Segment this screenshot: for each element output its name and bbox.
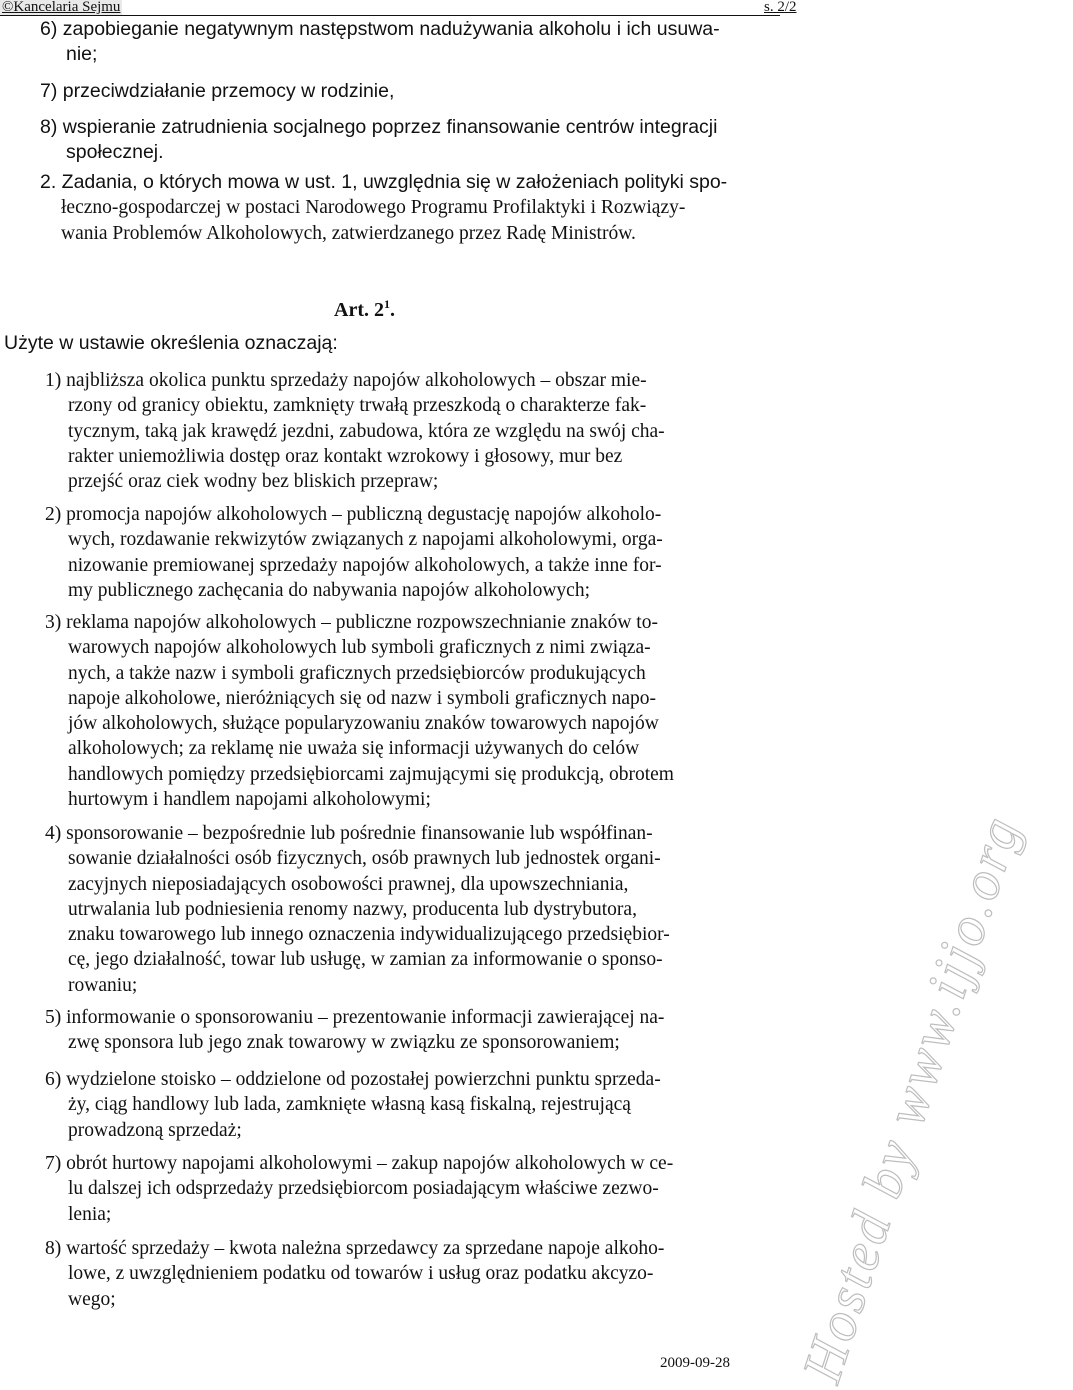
definition-line: prowadzoną sprzedaż; xyxy=(68,1119,242,1141)
definition-line: rzony od granicy obiektu, zamknięty trwałą przeszkodą o charakterze fak- xyxy=(68,395,647,417)
definition-6 xyxy=(45,1067,661,1143)
definition-4 xyxy=(45,821,670,998)
definition-line: cę, jego działalność, towar lub usługę, w zamian za informowanie o sponso- xyxy=(68,949,663,971)
list-item-line: 7) przeciwdziałanie przemocy w rodzinie, xyxy=(40,80,395,102)
definition-line: rowaniu; xyxy=(68,974,138,996)
header-left: ©Kancelaria Sejmu xyxy=(2,0,121,15)
definition-line: ży, ciąg handlowy lub lada, zamknięte własną kasą fiskalną, rejestrującą xyxy=(68,1094,631,1116)
definition-line: 8) wartość sprzedaży – kwota należna sprzedawcy za sprzedane napoje alkoho- xyxy=(45,1238,665,1259)
definition-line: my publicznego zachęcania do nabywania napojów alkoholowych; xyxy=(68,579,590,601)
definition-line: 3) reklama napojów alkoholowych – publiczne rozpowszechnianie znaków to- xyxy=(45,612,658,633)
definition-line: handlowych pomiędzy przedsiębiorcami zajmującymi się produkcją, obrotem xyxy=(68,763,674,785)
definition-line: nych, a także nazw i symboli graficznych przedsiębiorców produkujących xyxy=(68,662,646,684)
definition-line: 5) informowanie o sponsorowaniu – prezentowanie informacji zawierającej na- xyxy=(45,1007,665,1028)
list-item-line: nie; xyxy=(66,43,98,66)
definition-3 xyxy=(45,610,674,812)
definition-line: lu dalszej ich odsprzedaży przedsiębiorcom posiadającym właściwe zezwo- xyxy=(68,1178,659,1200)
definition-line: lenia; xyxy=(68,1203,112,1225)
list-item-7 xyxy=(40,79,394,104)
definition-line: 6) wydzielone stoisko – oddzielone od pozostałej powierzchni punktu sprzeda- xyxy=(45,1069,661,1090)
definition-line: tycznym, taką jak krawędź jezdni, zabudowa, która ze względu na swój cha- xyxy=(68,420,665,442)
definition-line: 1) najbliższa okolica punktu sprzedaży napojów alkoholowych – obszar mie- xyxy=(45,370,647,391)
definition-line: rakter uniemożliwia dostęp oraz kontakt wzrokowy i głosowy, mur bez xyxy=(68,445,623,467)
list-item-line: 6) zapobieganie negatywnym następstwom nadużywania alkoholu i ich usuwa- xyxy=(40,18,720,40)
definition-1 xyxy=(45,368,665,494)
definition-line: sowanie działalności osób fizycznych, osób prawnych lub jednostek organi- xyxy=(68,848,661,870)
definition-line: utrwalania lub podniesienia renomy nazwy, producenta lub dystrybutora, xyxy=(68,898,637,920)
article-label: Art. 2 xyxy=(334,299,384,321)
header-page-number: s. 2/2 xyxy=(764,0,797,15)
definition-8 xyxy=(45,1236,664,1312)
definition-2 xyxy=(45,502,663,603)
definition-line: hurtowym i handlem napojami alkoholowymi; xyxy=(68,789,431,811)
definition-line: lowe, z uwzględnieniem podatku od towarów i usług oraz podatku akcyzo- xyxy=(68,1263,654,1285)
definition-line: 4) sponsorowanie – bezpośrednie lub pośrednie finansowanie lub współfinan- xyxy=(45,823,653,844)
definition-line: nizowanie premiowanej sprzedaży napojów alkoholowych, a także inne for- xyxy=(68,554,662,576)
definition-line: jów alkoholowych, służące popularyzowaniu znaków towarowych napojów xyxy=(68,713,659,735)
footer-date: 2009-09-28 xyxy=(660,1355,730,1371)
list-item-line: 8) wspieranie zatrudnienia socjalnego poprzez finansowanie centrów integracji xyxy=(40,116,718,138)
definition-line: napoje alkoholowe, nieróżniących się od nazw i symboli graficznych napo- xyxy=(68,687,657,709)
definition-7 xyxy=(45,1151,673,1227)
definition-line: alkoholowych; za reklamę nie uważa się informacji używanych do celów xyxy=(68,738,640,760)
definition-line: 7) obrót hurtowy napojami alkoholowymi – zakup napojów alkoholowych w ce- xyxy=(45,1153,674,1174)
definition-line: znaku towarowego lub innego oznaczenia indywidualizującego przedsiębior- xyxy=(68,924,670,946)
list-item-6 xyxy=(40,17,720,68)
definition-line: przejść oraz ciek wodny bez bliskich przepraw; xyxy=(68,471,439,493)
paragraph-line: 2. Zadania, o których mowa w ust. 1, uwzględnia się w założeniach polityki spo- xyxy=(40,171,728,193)
definitions-intro: Użyte w ustawie określenia oznaczają: xyxy=(4,332,338,354)
definition-line: warowych napojów alkoholowych lub symboli graficznych z nimi związa- xyxy=(68,637,651,659)
definition-line: wych, rozdawanie rekwizytów związanych z napojami alkoholowymi, orga- xyxy=(68,529,663,551)
list-item-line: społecznej. xyxy=(66,141,164,164)
definition-line: zacyjnych nieposiadających osobowości prawnej, dla upowszechniania, xyxy=(68,873,629,895)
list-item-8 xyxy=(40,115,717,166)
definition-line: zwę sponsora lub jego znak towarowy w związku ze sponsorowaniem; xyxy=(68,1032,620,1054)
definition-line: wego; xyxy=(68,1288,116,1310)
definition-5 xyxy=(45,1005,664,1056)
article-dot: . xyxy=(389,299,395,321)
paragraph-line: łeczno-gospodarczej w postaci Narodowego Programu Profilaktyki i Rozwiązy- xyxy=(61,197,686,219)
definition-line: 2) promocja napojów alkoholowych – publiczną degustację napojów alkoholo- xyxy=(45,504,662,525)
article-heading xyxy=(334,297,395,322)
paragraph-line: wania Problemów Alkoholowych, zatwierdzanego przez Radę Ministrów. xyxy=(61,222,636,244)
article-superscript: 1 xyxy=(383,297,390,311)
header-rule xyxy=(0,15,780,16)
paragraph-ust-2 xyxy=(40,170,727,246)
watermark: Hosted by www.ijjo.org xyxy=(790,807,1033,1390)
